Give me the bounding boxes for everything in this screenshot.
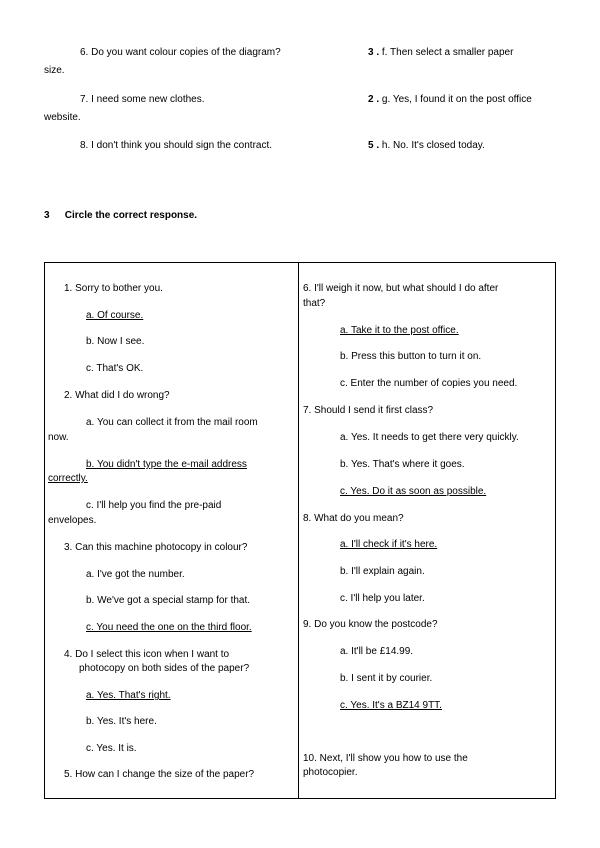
- option-2a-cont[interactable]: now.: [48, 432, 69, 443]
- option-3c[interactable]: c. You need the one on the third floor.: [86, 622, 252, 633]
- option-1c[interactable]: c. That's OK.: [86, 363, 144, 374]
- option-1b[interactable]: b. Now I see.: [86, 336, 145, 347]
- option-6c[interactable]: c. Enter the number of copies you need.: [340, 378, 518, 389]
- match-row-8: [44, 137, 334, 155]
- question-4-cont: photocopy on both sides of the paper?: [79, 663, 250, 674]
- question-9: 9. Do you know the postcode?: [303, 619, 438, 630]
- section-number: 3: [44, 210, 50, 221]
- match-question: 8. I don't think you should sign the contract.: [80, 140, 273, 151]
- match-question: 7. I need some new clothes.: [80, 94, 205, 105]
- question-8: 8. What do you mean?: [303, 513, 404, 524]
- option-9b[interactable]: b. I sent it by courier.: [340, 673, 433, 684]
- option-2b[interactable]: b. You didn't type the e-mail address: [86, 459, 247, 470]
- question-5: 5. How can I change the size of the paper?: [64, 769, 255, 780]
- option-3a[interactable]: a. I've got the number.: [86, 569, 185, 580]
- option-4a[interactable]: a. Yes. That's right.: [86, 690, 171, 701]
- question-10-cont: photocopier.: [303, 767, 358, 778]
- match-answer-8: [368, 140, 568, 151]
- option-2a[interactable]: a. You can collect it from the mail room: [86, 417, 258, 428]
- option-3b[interactable]: b. We've got a special stamp for that.: [86, 595, 251, 606]
- question-2: 2. What did I do wrong?: [64, 390, 170, 401]
- match-answer-7: [368, 94, 568, 105]
- question-1: 1. Sorry to bother you.: [64, 283, 163, 294]
- option-8b[interactable]: b. I'll explain again.: [340, 566, 425, 577]
- option-1a[interactable]: a. Of course.: [86, 310, 144, 321]
- question-3: 3. Can this machine photocopy in colour?: [64, 542, 248, 553]
- option-9c[interactable]: c. Yes. It's a BZ14 9TT.: [340, 700, 442, 711]
- question-7: 7. Should I send it first class?: [303, 405, 434, 416]
- match-question: 6. Do you want colour copies of the diagram?: [80, 47, 281, 58]
- column-divider: [298, 263, 299, 798]
- option-8a[interactable]: a. I'll check if it's here.: [340, 539, 438, 550]
- option-6b[interactable]: b. Press this button to turn it on.: [340, 351, 482, 362]
- option-2c-cont[interactable]: envelopes.: [48, 515, 97, 526]
- option-9a[interactable]: a. It'll be £14.99.: [340, 646, 414, 657]
- exercise-table: [44, 262, 556, 799]
- match-row-6: [44, 44, 334, 80]
- section-title: Circle the correct response.: [64, 210, 198, 221]
- match-row-7: [44, 91, 334, 127]
- question-4: 4. Do I select this icon when I want to: [64, 649, 230, 660]
- question-6: 6. I'll weigh it now, but what should I do after: [303, 283, 499, 294]
- option-2c[interactable]: c. I'll help you find the pre-paid: [86, 500, 222, 511]
- match-continuation: website.: [44, 112, 81, 123]
- option-7a[interactable]: a. Yes. It needs to get there very quickly.: [340, 432, 519, 443]
- question-6-cont: that?: [303, 298, 326, 309]
- match-answer-number: 3 .: [368, 47, 380, 58]
- option-4b[interactable]: b. Yes. It's here.: [86, 716, 157, 727]
- question-10: 10. Next, I'll show you how to use the: [303, 753, 468, 764]
- option-6a[interactable]: a. Take it to the post office.: [340, 325, 459, 336]
- match-answer-text: h. No. It's closed today.: [379, 140, 485, 151]
- option-2b-cont[interactable]: correctly.: [48, 473, 88, 484]
- option-7c[interactable]: c. Yes. Do it as soon as possible.: [340, 486, 487, 497]
- option-4c[interactable]: c. Yes. It is.: [86, 743, 137, 754]
- option-7b[interactable]: b. Yes. That's where it goes.: [340, 459, 465, 470]
- match-answer-text: g. Yes, I found it on the post office: [379, 94, 532, 105]
- match-answer-text: f. Then select a smaller paper: [379, 47, 514, 58]
- match-answer-number: 2 .: [368, 94, 380, 105]
- option-8c[interactable]: c. I'll help you later.: [340, 593, 425, 604]
- match-continuation: size.: [44, 65, 65, 76]
- section-heading: [44, 210, 197, 221]
- match-answer-6: [368, 47, 568, 58]
- match-answer-number: 5 .: [368, 140, 380, 151]
